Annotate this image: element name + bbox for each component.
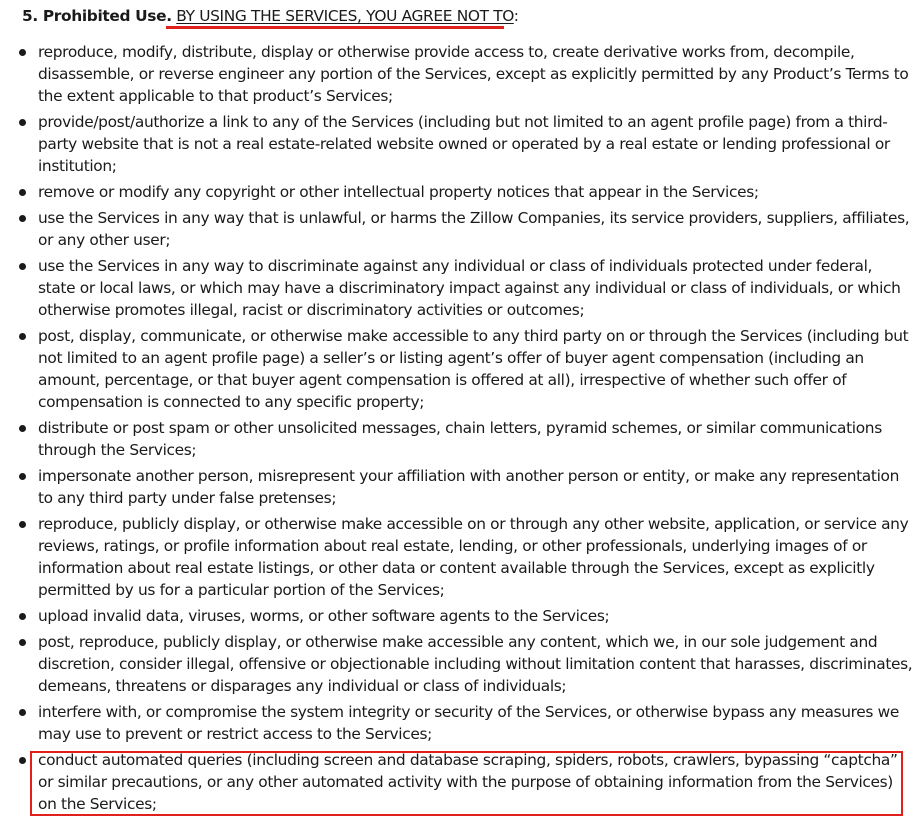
- section-number-title: 5. Prohibited Use.: [22, 7, 172, 25]
- list-item-text: use the Services in any way that is unlawful, or harms the Zillow Companies, its service providers, suppliers, affiliates, or any other user;: [38, 209, 910, 249]
- heading-colon: :: [513, 7, 519, 25]
- list-item-text: provide/post/authorize a link to any of the Services (including but not limited to an agent profile page) from a third-party website that is not a real estate-related website owned or operated by a real estate or lending professional or institution;: [38, 113, 890, 175]
- bullet-icon: [19, 757, 26, 764]
- bullet-icon: [19, 215, 26, 222]
- list-item-text: remove or modify any copyright or other intellectual property notices that appear in the Services;: [38, 183, 759, 201]
- prohibited-use-list: [0, 41, 915, 819]
- bullet-icon: [19, 119, 26, 126]
- list-item-text: upload invalid data, viruses, worms, or other software agents to the Services;: [38, 607, 610, 625]
- list-item: [0, 605, 915, 627]
- bullet-icon: [19, 263, 26, 270]
- list-item: [0, 41, 915, 107]
- list-item-text: interfere with, or compromise the system integrity or security of the Services, or otherwise bypass any measures we may use to prevent or restrict access to the Services;: [38, 703, 899, 743]
- list-item: [0, 701, 915, 745]
- list-item: [0, 111, 915, 177]
- list-item: [0, 631, 915, 697]
- bullet-icon: [19, 425, 26, 432]
- bullet-icon: [19, 639, 26, 646]
- list-item-text: distribute or post spam or other unsolicited messages, chain letters, pyramid schemes, or similar communications through the Services;: [38, 419, 882, 459]
- list-item-text: conduct automated queries (including screen and database scraping, spiders, robots, crawlers, bypassing “captcha” or similar precautions, or any other automated activity with the purpose of obtaining information from the Services) on the Services;: [38, 751, 898, 813]
- section-heading: [22, 5, 519, 27]
- bullet-icon: [19, 521, 26, 528]
- list-item: [0, 325, 915, 413]
- list-item: [0, 417, 915, 461]
- agree-clause: BY USING THE SERVICES, YOU AGREE NOT TO: [176, 7, 514, 25]
- bullet-icon: [19, 189, 26, 196]
- list-item-text: post, reproduce, publicly display, or otherwise make accessible any content, which we, in our sole judgement and discretion, consider illegal, offensive or objectionable including without limitation content that harasses, discriminates, demeans, threatens or disparages any individual or class of individuals;: [38, 633, 913, 695]
- bullet-icon: [19, 49, 26, 56]
- list-item-text: reproduce, publicly display, or otherwise make accessible on or through any other website, application, or service any reviews, ratings, or profile information about real estate, lending, or other professionals, underlying images of or information about real estate listings, or other data or content available through the Services, except as explicitly permitted by us for a particular portion of the Services;: [38, 515, 909, 599]
- list-item-text: use the Services in any way to discriminate against any individual or class of individuals protected under federal, state or local laws, or which may have a discriminatory impact against any individual or class of individuals, or which otherwise promotes illegal, racist or discriminatory activities or outcomes;: [38, 257, 901, 319]
- bullet-icon: [19, 613, 26, 620]
- list-item-highlighted: [0, 749, 915, 815]
- list-item: [0, 207, 915, 251]
- red-underline-annotation: [166, 26, 504, 29]
- list-item-text: post, display, communicate, or otherwise make accessible to any third party on or through the Services (including but not limited to an agent profile page) a seller’s or listing agent’s offer of buyer agent compensation (including an amount, percentage, or that buyer agent compensation is offered at all), irrespective of whether such offer of compensation is connected to any specific property;: [38, 327, 909, 411]
- list-item: [0, 465, 915, 509]
- list-item: [0, 181, 915, 203]
- list-item-text: reproduce, modify, distribute, display or otherwise provide access to, create derivative works from, decompile, disassemble, or reverse engineer any portion of the Services, except as explicitly permitted by any Product’s Terms to the extent applicable to that product’s Services;: [38, 43, 909, 105]
- bullet-icon: [19, 709, 26, 716]
- bullet-icon: [19, 473, 26, 480]
- bullet-icon: [19, 333, 26, 340]
- list-item: [0, 255, 915, 321]
- list-item-text: impersonate another person, misrepresent your affiliation with another person or entity, or make any representation to any third party under false pretenses;: [38, 467, 899, 507]
- list-item: [0, 513, 915, 601]
